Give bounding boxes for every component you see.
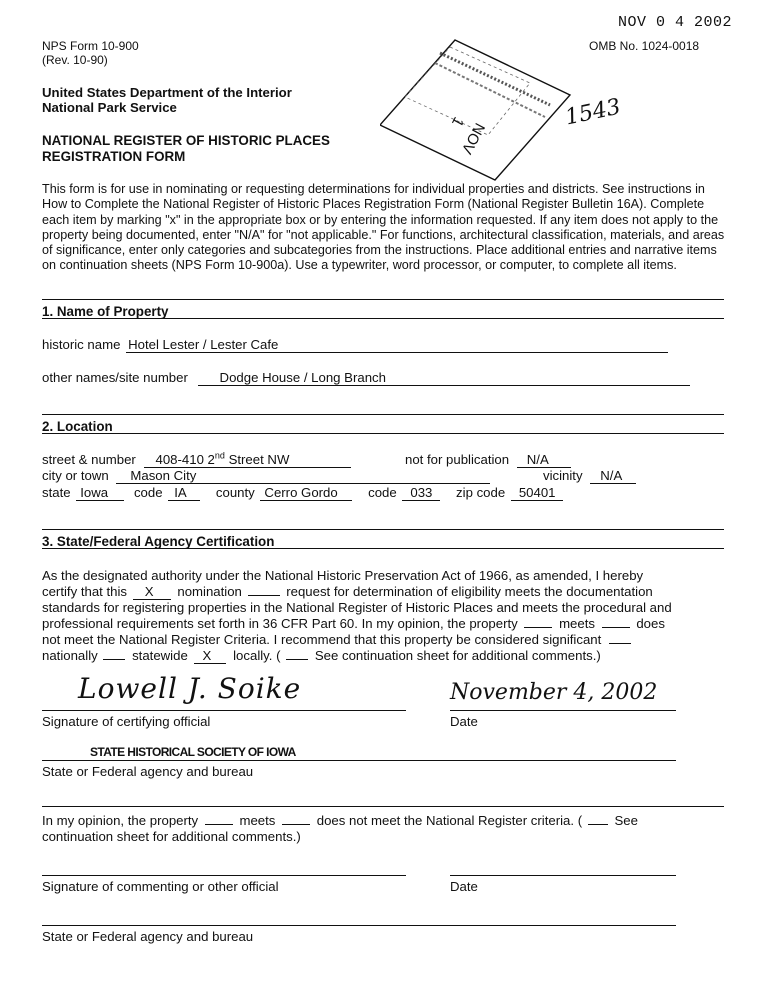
signature2-label: Signature of commenting or other official <box>42 879 279 894</box>
does-not-meet-checkbox[interactable] <box>602 616 630 628</box>
signature-line <box>42 710 406 711</box>
nfp-label: not for publication <box>405 452 510 467</box>
agency-line <box>42 760 676 761</box>
received-stamp <box>395 40 565 155</box>
state-field[interactable] <box>76 486 124 501</box>
instructions-paragraph: This form is for use in nominating or requesting determinations for individual properties and districts. See instructions in How to Complete the National Register of Historic Places Registration Form (National Register Bulletin 16A). Complete each item by marking "x" in the appropriate box or by entering the information requested. If any item does not apply to the property being documented, enter "N/A" for "not applicable." For functions, architectural classification, materials, and areas of significance, enter only categories and subcategories from the instructions. Place additional entries and narrative items on continuation sheets (NPS Form 10-900a). Use a typewriter, word processor, or computer, to complete all items. <box>42 182 725 273</box>
agency-label: State or Federal agency and bureau <box>42 764 254 779</box>
section2-title: 2. Location <box>42 419 113 434</box>
state-label: state <box>42 485 71 500</box>
agency-stamp: STATE HISTORICAL SOCIETY OF IOWA <box>90 745 296 759</box>
signature-label: Signature of certifying official <box>42 714 211 729</box>
zip-field[interactable] <box>511 486 563 501</box>
stamp-text-nov: NOV <box>457 120 488 157</box>
divider <box>42 806 724 807</box>
other-names-label: other names/site number <box>42 370 188 385</box>
agency-name: National Park Service <box>42 100 177 115</box>
cert-line-4 <box>42 616 665 631</box>
opinion-continuation-checkbox[interactable] <box>588 813 608 825</box>
meets-checkbox[interactable] <box>524 616 552 628</box>
significance-blank[interactable] <box>609 632 631 644</box>
street-value-sup: nd <box>214 450 225 461</box>
city-value: Mason City <box>130 468 197 483</box>
historic-name-label: historic name <box>42 337 121 352</box>
opinion-line-1 <box>42 813 638 828</box>
cert-line-5-text: not meet the National Register Criteria. I recommend that this property be considered significant <box>42 632 602 647</box>
county-code-value: 033 <box>410 485 433 500</box>
opinion-meets-checkbox[interactable] <box>205 813 233 825</box>
nfp-value: N/A <box>526 452 549 467</box>
historic-name-row <box>42 337 668 353</box>
nfp-field[interactable] <box>517 453 571 468</box>
continuation-checkbox[interactable] <box>286 648 308 660</box>
state-code-value: IA <box>174 485 187 500</box>
certifying-signature: Lowell J. Soike <box>78 672 302 705</box>
divider <box>42 299 724 300</box>
opinion-a: In my opinion, the property <box>42 813 199 828</box>
date2-label: Date <box>450 879 478 894</box>
omb-number: OMB No. 1024-0018 <box>589 39 700 53</box>
agency2-label: State or Federal agency and bureau <box>42 929 254 944</box>
statewide-checkbox[interactable] <box>194 649 226 664</box>
not-for-publication-row <box>405 452 571 468</box>
opinion-b: meets <box>239 813 276 828</box>
request-checkbox[interactable] <box>248 584 280 596</box>
zip-value: 50401 <box>518 485 556 500</box>
street-value-prefix: 408-410 2 <box>155 452 215 467</box>
handwritten-number: 1543 <box>563 94 623 131</box>
cert-line-4c: does <box>636 616 665 631</box>
vicinity-label: vicinity <box>543 468 583 483</box>
form-subtitle: REGISTRATION FORM <box>42 149 186 164</box>
divider <box>42 318 724 319</box>
cert-line-1: As the designated authority under the National Historic Preservation Act of 1966, as amended, I hereby <box>42 568 644 583</box>
state-row <box>42 485 563 501</box>
opinion-d: See <box>614 813 638 828</box>
county-label: county <box>215 485 255 500</box>
section3-title: 3. State/Federal Agency Certification <box>42 534 275 549</box>
nomination-checkbox[interactable] <box>133 585 171 600</box>
divider <box>42 414 724 415</box>
stamp-text-day: 1 <box>448 114 467 130</box>
agency2-line <box>42 925 676 926</box>
state-value: Iowa <box>80 485 109 500</box>
department-name: United States Department of the Interior <box>42 85 292 100</box>
county-code-field[interactable] <box>402 486 440 501</box>
certifying-date: November 4, 2002 <box>450 680 658 705</box>
cert-line-4a: professional requirements set forth in 36 CFR Part 60. In my opinion, the property <box>42 616 518 631</box>
street-row <box>42 452 351 468</box>
street-value-suffix: Street NW <box>224 452 290 467</box>
cert-line-6a: nationally <box>42 648 98 663</box>
cert-line-6 <box>42 648 601 664</box>
form-revision: (Rev. 10-90) <box>42 53 108 67</box>
date-line <box>450 710 676 711</box>
divider <box>42 433 724 434</box>
nationally-checkbox[interactable] <box>103 648 125 660</box>
opinion-line-2: continuation sheet for additional comments.) <box>42 829 301 844</box>
historic-name-field[interactable]: Hotel Lester / Lester Cafe <box>126 338 668 353</box>
opinion-c: does not meet the National Register criteria. ( <box>316 813 583 828</box>
other-names-field[interactable] <box>198 371 690 386</box>
cert-line-2c: request for determination of eligibility meets the documentation <box>286 584 653 599</box>
stamp-date: NOV 0 4 2002 <box>618 14 733 31</box>
city-row <box>42 468 490 484</box>
nomination-mark: X <box>144 584 154 599</box>
vicinity-row <box>543 468 636 484</box>
date-label: Date <box>450 714 478 729</box>
cert-line-5 <box>42 632 631 647</box>
street-label: street & number <box>42 452 136 467</box>
form-id: NPS Form 10-900 <box>42 39 139 53</box>
zip-label: zip code <box>456 485 506 500</box>
city-field[interactable] <box>116 469 490 484</box>
state-code-label: code <box>133 485 163 500</box>
state-code-field[interactable] <box>168 486 200 501</box>
date2-line <box>450 875 676 876</box>
cert-line-2 <box>42 584 653 600</box>
statewide-mark: X <box>202 648 212 663</box>
cert-line-4b: meets <box>559 616 595 631</box>
divider <box>42 548 724 549</box>
cert-line-3: standards for registering properties in the National Register of Historic Places and meets the procedural and <box>42 600 672 615</box>
cert-line-6c: locally. ( <box>233 648 281 663</box>
city-label: city or town <box>42 468 109 483</box>
cert-line-6d: See continuation sheet for additional comments.) <box>314 648 601 663</box>
county-value: Cerro Gordo <box>264 485 338 500</box>
vicinity-value: N/A <box>600 468 623 483</box>
other-names-row <box>42 370 690 386</box>
signature2-line <box>42 875 406 876</box>
form-title: NATIONAL REGISTER OF HISTORIC PLACES <box>42 133 330 148</box>
county-code-label: code <box>368 485 397 500</box>
opinion-does-not-meet-checkbox[interactable] <box>282 813 310 825</box>
vicinity-field[interactable] <box>590 469 636 484</box>
divider <box>42 529 724 530</box>
cert-line-2a: certify that this <box>42 584 128 599</box>
section1-title: 1. Name of Property <box>42 304 169 319</box>
cert-line-6b: statewide <box>132 648 188 663</box>
county-field[interactable] <box>260 486 352 501</box>
street-field[interactable] <box>144 450 351 468</box>
other-names-value: Dodge House / Long Branch <box>219 370 386 385</box>
cert-line-2b: nomination <box>177 584 242 599</box>
